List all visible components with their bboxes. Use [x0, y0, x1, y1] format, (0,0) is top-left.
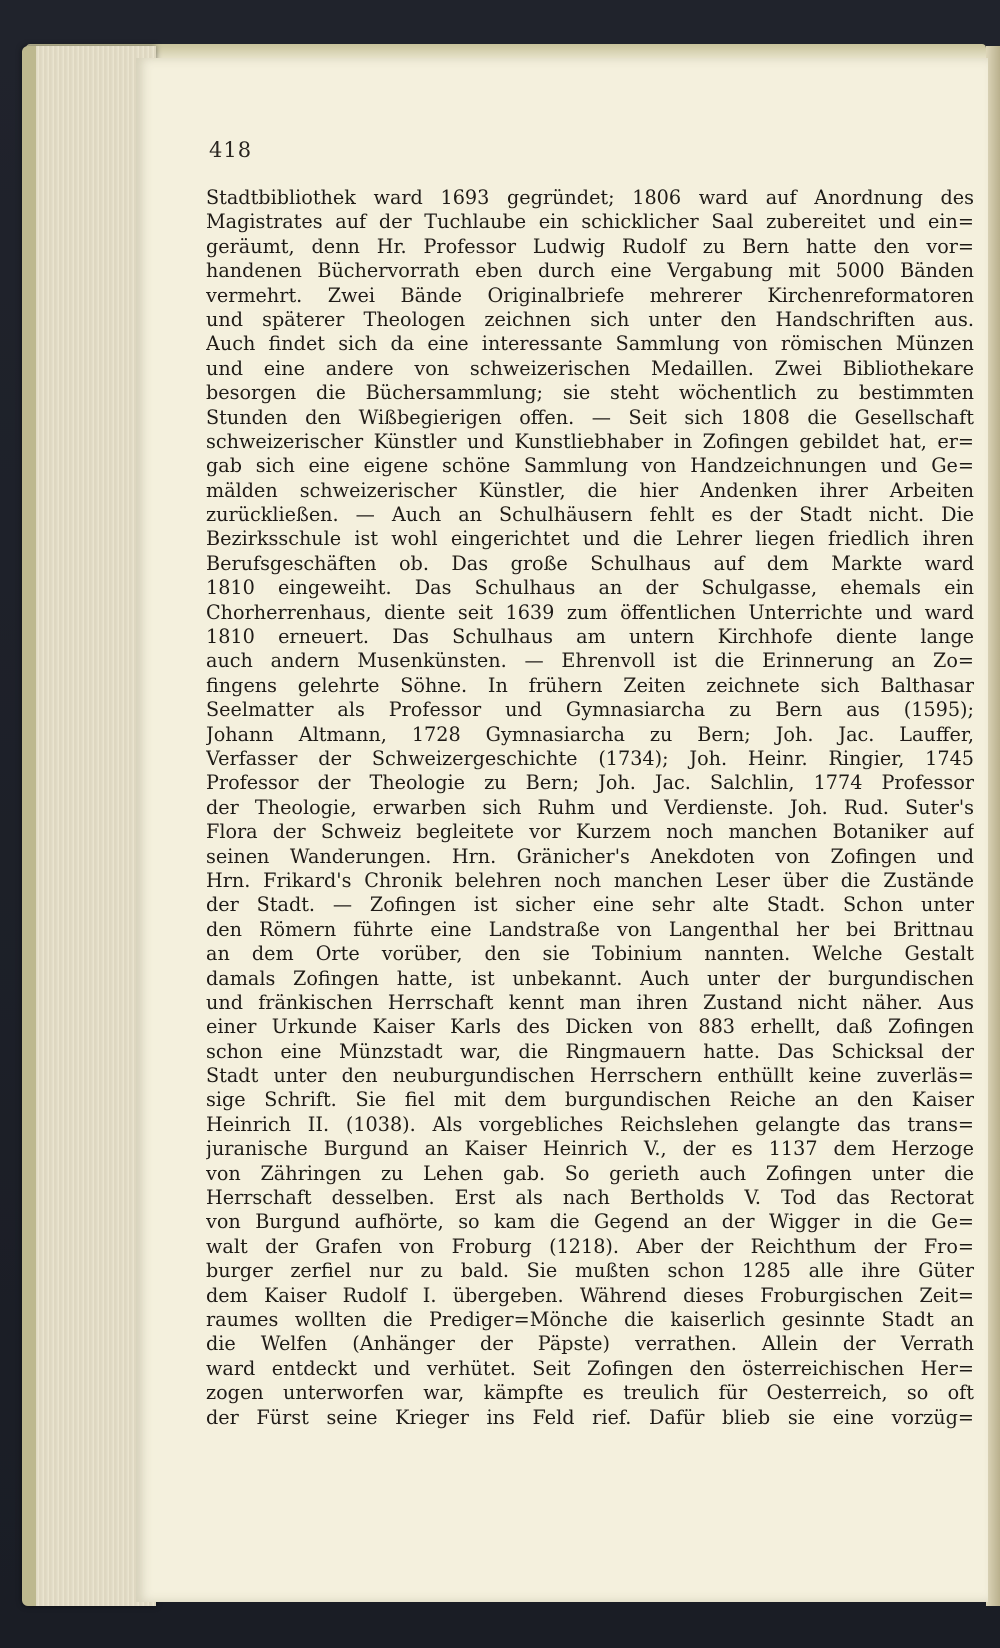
text-line: damals Zofingen hatte, ist unbekannt. Auch unter der burgundischen — [206, 966, 974, 990]
text-line: schweizerischer Künstler und Kunstliebhaber in Zofingen gebildet hat, er= — [206, 429, 974, 453]
text-line: Bezirksschule ist wohl eingerichtet und die Lehrer liegen friedlich ihren — [206, 527, 974, 551]
text-line: der Fürst seine Krieger ins Feld rief. Dafür blieb sie eine vorzüg= — [206, 1405, 974, 1429]
text-line: 1810 erneuert. Das Schulhaus am untern Kirchhofe diente lange — [206, 625, 974, 649]
text-line: schon eine Münzstadt war, die Ringmauern hatte. Das Schicksal der — [206, 1039, 974, 1063]
text-line: und eine andere von schweizerischen Medaillen. Zwei Bibliothekare — [206, 356, 974, 380]
page-number: 418 — [209, 138, 253, 162]
text-line: Berufsgeschäften ob. Das große Schulhaus auf dem Markte ward — [206, 551, 974, 575]
text-line: zurückließen. — Auch an Schulhäusern fehlt es der Stadt nicht. Die — [206, 503, 974, 527]
text-line: vermehrt. Zwei Bände Originalbriefe mehrerer Kirchenreformatoren — [206, 283, 974, 307]
text-line: an dem Orte vorüber, den sie Tobinium nannten. Welche Gestalt — [206, 942, 974, 966]
book-page — [136, 58, 988, 1602]
text-line: der Stadt. — Zofingen ist sicher eine sehr alte Stadt. Schon unter — [206, 893, 974, 917]
text-line: und fränkischen Herrschaft kennt man ihren Zustand nicht näher. Aus — [206, 990, 974, 1014]
text-line: Magistrates auf der Tuchlaube ein schicklicher Saal zubereitet und ein= — [206, 210, 974, 234]
text-line: Chorherrenhaus, diente seit 1639 zum öffentlichen Unterrichte und ward — [206, 600, 974, 624]
text-line: Herrschaft desselben. Erst als nach Bertholds V. Tod das Rectorat — [206, 1186, 974, 1210]
text-line: seinen Wanderungen. Hrn. Gränicher's Anekdoten von Zofingen und — [206, 844, 974, 868]
page-edges-top — [26, 44, 986, 58]
text-line: einer Urkunde Kaiser Karls des Dicken von 883 erhellt, daß Zofingen — [206, 1015, 974, 1039]
text-line: Heinrich II. (1038). Als vorgebliches Reichslehen gelangte das trans= — [206, 1112, 974, 1136]
text-line: sige Schrift. Sie fiel mit dem burgundischen Reiche an den Kaiser — [206, 1088, 974, 1112]
text-line: die Welfen (Anhänger der Päpste) verrathen. Allein der Verrath — [206, 1332, 974, 1356]
text-line: Johann Altmann, 1728 Gymnasiarcha zu Bern; Joh. Jac. Lauffer, — [206, 722, 974, 746]
text-line: walt der Grafen von Froburg (1218). Aber der Reichthum der Fro= — [206, 1234, 974, 1258]
text-line: Stadtbibliothek ward 1693 gegründet; 1806 ward auf Anordnung des — [206, 186, 974, 209]
page-text — [206, 186, 974, 1430]
text-line: von Zähringen zu Lehen gab. So gerieth auch Zofingen unter die — [206, 1161, 974, 1185]
text-line: und späterer Theologen zeichnen sich unter den Handschriften aus. — [206, 307, 974, 331]
text-line: 1810 eingeweiht. Das Schulhaus an der Schulgasse, ehemals ein — [206, 576, 974, 600]
text-line: geräumt, denn Hr. Professor Ludwig Rudolf zu Bern hatte den vor= — [206, 234, 974, 258]
text-line: Stadt unter den neuburgundischen Herrschern enthüllt keine zuverläs= — [206, 1064, 974, 1088]
text-line: Hrn. Frikard's Chronik belehren noch manchen Leser über die Zustände — [206, 868, 974, 892]
right-page-edge — [986, 46, 1000, 1606]
text-line: Flora der Schweiz begleitete vor Kurzem noch manchen Botaniker auf — [206, 820, 974, 844]
text-line: zogen unterworfen war, kämpfte es treulich für Oesterreich, so oft — [206, 1381, 974, 1405]
text-line: handenen Büchervorrath eben durch eine Vergabung mit 5000 Bänden — [206, 259, 974, 283]
text-line: den Römern führte eine Landstraße von Langenthal her bei Brittnau — [206, 917, 974, 941]
text-line: fingens gelehrte Söhne. In frühern Zeiten zeichnete sich Balthasar — [206, 673, 974, 697]
text-line: Verfasser der Schweizergeschichte (1734); Joh. Heinr. Ringier, 1745 — [206, 746, 974, 770]
text-line: besorgen die Büchersammlung; sie steht wöchentlich zu bestimmten — [206, 381, 974, 405]
text-line: der Theologie, erwarben sich Ruhm und Verdienste. Joh. Rud. Suter's — [206, 795, 974, 819]
text-line: auch andern Musenkünsten. — Ehrenvoll ist die Erinnerung an Zo= — [206, 649, 974, 673]
text-line: juranische Burgund an Kaiser Heinrich V., der es 1137 dem Herzoge — [206, 1137, 974, 1161]
text-line: Stunden den Wißbegierigen offen. — Seit sich 1808 die Gesellschaft — [206, 405, 974, 429]
text-line: ward entdeckt und verhütet. Seit Zofingen den österreichischen Her= — [206, 1356, 974, 1380]
text-line: Seelmatter als Professor und Gymnasiarcha zu Bern aus (1595); — [206, 698, 974, 722]
text-line: mälden schweizerischer Künstler, die hier Andenken ihrer Arbeiten — [206, 478, 974, 502]
text-line: Auch findet sich da eine interessante Sammlung von römischen Münzen — [206, 332, 974, 356]
text-line: von Burgund aufhörte, so kam die Gegend an der Wigger in die Ge= — [206, 1210, 974, 1234]
text-line: Professor der Theologie zu Bern; Joh. Jac. Salchlin, 1774 Professor — [206, 771, 974, 795]
text-line: dem Kaiser Rudolf I. übergeben. Während dieses Froburgischen Zeit= — [206, 1283, 974, 1307]
text-line: gab sich eine eigene schöne Sammlung von Handzeichnungen und Ge= — [206, 454, 974, 478]
text-line: raumes wollten die Prediger=Mönche die kaiserlich gesinnte Stadt an — [206, 1307, 974, 1331]
text-line: burger zerfiel nur zu bald. Sie mußten schon 1285 alle ihre Güter — [206, 1259, 974, 1283]
